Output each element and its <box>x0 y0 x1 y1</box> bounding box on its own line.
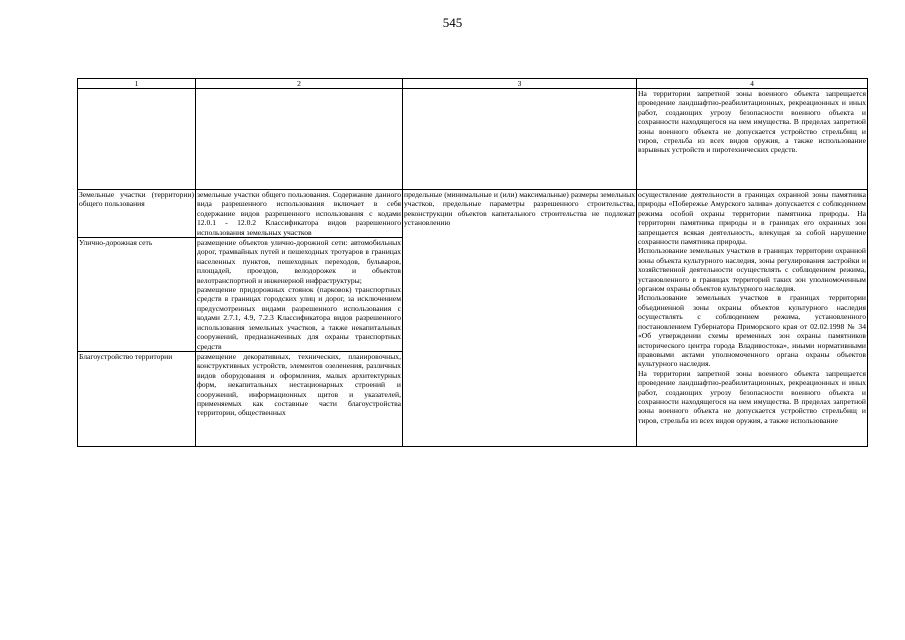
land-use-description-cell <box>196 351 403 446</box>
restriction-paragraph: Использование земельных участков в границах территории охранной зоны объекта культурного наследия, зоны регулирования застройки и хозяйственной деятельности осуществлять с соблюдением режима, установленного в границах территорий таких зон уполномоченным органом охраны объектов культурного наследия. <box>638 246 866 294</box>
restriction-paragraph: Использование земельных участков в границах территории объединенной зоны охраны объектов культурного наследия осуществлять с соблюдением режима, установленного постановлением Губернатора Приморского края от 02.02.1998 № 34 «Об утверждении схемы временных зон охраны памятников исторического центра города Владивостока», иными нормативными правовыми актами уполномоченного органа охраны объектов культурного наследия. <box>638 293 866 369</box>
restriction-text-cell: На территории запретной зоны военного объекта запрещается проведение ландшафтно-реабилитационных, рекреационных и иных работ, создающих угрозу безопасности военного объекта и сохранности находящегося на нем имущества. В пределах запретной зоны военного объекта не допускается устройство стрельбищ и тиров, стрельба из всех видов оружия, а также использование взрывных устройств и пиротехнических средств. <box>637 89 868 190</box>
restriction-paragraph: На территории запретной зоны военного объекта запрещается проведение ландшафтно-реабилитационных, рекреационных и иных работ, создающих угрозу безопасности военного объекта и сохранности находящегося на нем имущества. В пределах запретной зоны военного объекта не допускается устройство стрельбищ и тиров, стрельба из всех видов оружия, а также использование <box>638 368 866 425</box>
land-use-description-cell <box>196 238 403 352</box>
description-paragraph: размещение придорожных стоянок (парковок) транспортных средств в границах городских улиц и дорог, за исключением предусмотренных видами разрешенного использования с кодами 2.7.1, 4.9, 7.2.3 Классификатора видов разрешенного использования земельных участков, а также некапитальных сооружений, предназначенных для охраны транспортных средств <box>197 285 401 351</box>
empty-cell <box>403 89 637 190</box>
land-use-name-cell: Земельные участки (территории) общего пользования <box>78 190 196 238</box>
column-header-1: 1 <box>78 79 196 89</box>
column-header-2: 2 <box>196 79 403 89</box>
table-header-row <box>78 79 868 89</box>
regulations-table <box>77 78 868 447</box>
table-row <box>78 89 868 190</box>
restrictions-cell <box>637 190 868 447</box>
parameters-text: предельные (минимальные и (или) максимальные) размеры земельных участков, предельные параметры разрешенного строительства, реконструкции объектов капитального строительства не подлежат установлению <box>404 190 635 228</box>
column-header-3: 3 <box>403 79 637 89</box>
table-row <box>78 190 868 238</box>
empty-cell <box>78 89 196 190</box>
empty-cell <box>196 89 403 190</box>
description-paragraph: размещение объектов улично-дорожной сети: автомобильных дорог, трамвайных путей и пешеходных тротуаров в границах населенных пунктов, пешеходных переходов, бульваров, площадей, проездов, велодорожек и объектов велотранспортной и инженерной инфраструктуры; <box>197 238 401 285</box>
parameters-cell <box>403 190 637 447</box>
column-header-4: 4 <box>637 79 868 89</box>
land-use-description-cell: земельные участки общего пользования. Содержание данного вида разрешенного использования включает в себя содержание видов разрешенного использования с кодами 12.0.1 - 12.0.2 Классификатора видов разрешенного использования земельных участков <box>197 190 401 237</box>
land-use-name-cell: Благоустройство территории <box>78 351 196 446</box>
land-use-name-cell: Улично-дорожная сеть <box>78 238 196 352</box>
description-text: размещение декоративных, технических, планировочных, конструктивных устройств, элементов озеленения, различных видов оборудования и оформления, малых архитектурных форм, некапитальных нестационарных строений и сооружений, информационных щитов и указателей, применяемых как составные части благоустройства территории, общественных <box>197 351 401 418</box>
restrictions-text <box>638 190 866 425</box>
page-number: 545 <box>442 15 463 30</box>
restriction-paragraph: осуществление деятельности в границах охранной зоны памятника природы «Побережье Амурского залива» допускается с соблюдением режима особой охраны территории памятника природы. На территории памятника природы и в границах его охранных зон запрещается всякая деятельность, влекущая за собой нарушение сохранности памятника природы. <box>638 190 866 247</box>
